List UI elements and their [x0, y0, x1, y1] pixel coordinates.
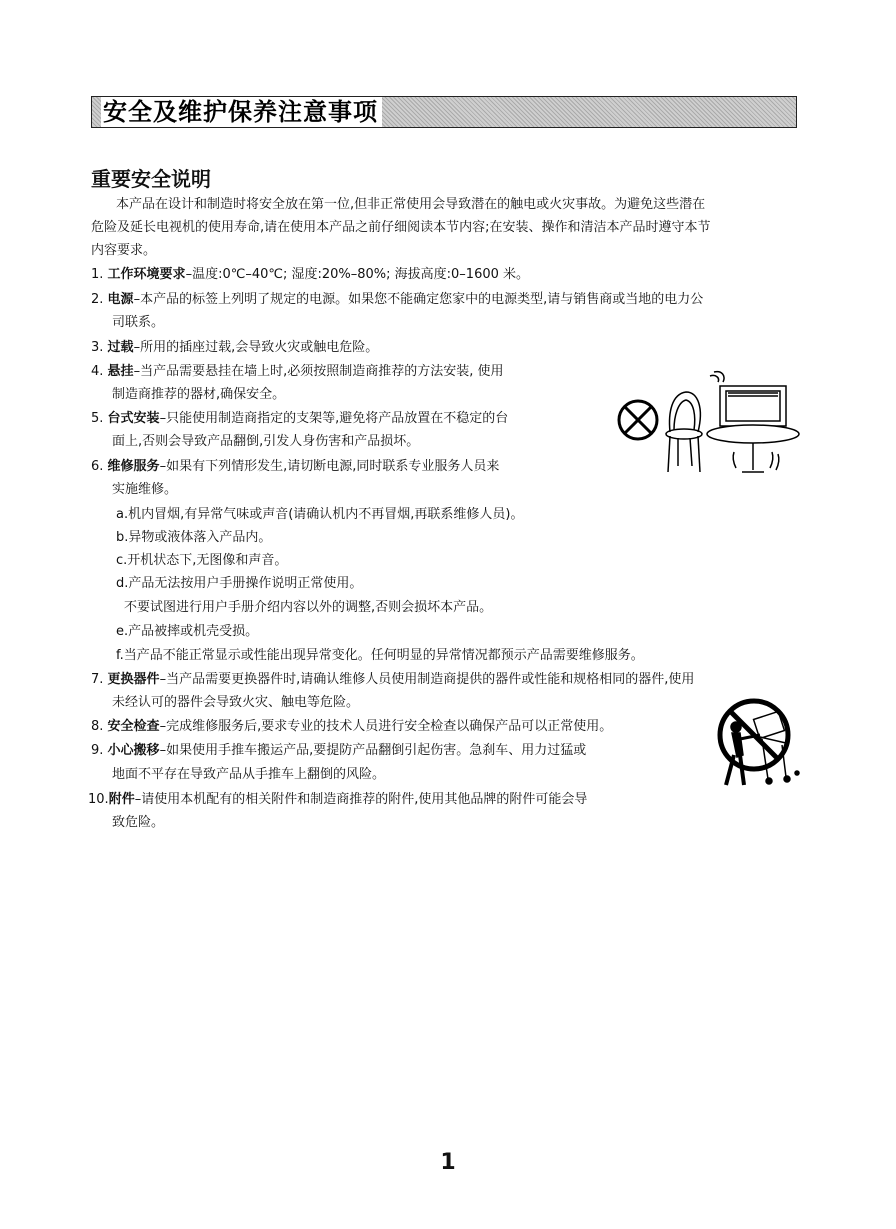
intro-line: 本产品在设计和制造时将安全放在第一位,但非正常使用会导致潜在的触电或火灾事故。为避免这些潜在 — [116, 197, 706, 212]
sub-item: f.当产品不能正常显示或性能出现异常变化。任何明显的异常情况都预示产品需要维修服务。 — [116, 648, 644, 663]
item-text: 致危险。 — [112, 815, 165, 830]
item-text: –本产品的标签上列明了规定的电源。如果您不能确定您家中的电源类型,请与销售商或当地的电力公 — [133, 292, 704, 307]
list-item — [91, 670, 694, 690]
sub-item: 不要试图进行用户手册介绍内容以外的调整,否则会损坏本产品。 — [124, 600, 493, 615]
list-item — [91, 457, 499, 477]
sub-item: a.机内冒烟,有异常气味或声音(请确认机内不再冒烟,再联系维修人员)。 — [116, 507, 524, 522]
item-number: 7. — [91, 672, 104, 687]
item-text: –完成维修服务后,要求专业的技术人员进行安全检查以确保产品可以正常使用。 — [159, 719, 613, 734]
item-term: 电源 — [107, 292, 134, 307]
list-item — [91, 741, 586, 761]
list-item — [91, 290, 703, 310]
item-term: 安全检查 — [107, 719, 160, 734]
item-text: –当产品需要更换器件时,请确认维修人员使用制造商提供的器件或性能和规格相同的器件,使用 — [159, 672, 695, 687]
item-text: 地面不平存在导致产品从手推车上翻倒的风险。 — [112, 767, 386, 782]
title-bar — [91, 96, 797, 128]
item-term: 台式安装 — [107, 411, 160, 426]
item-text: –请使用本机配有的相关附件和制造商推荐的附件,使用其他品牌的附件可能会导 — [134, 792, 588, 807]
list-item — [91, 265, 529, 285]
prohibition-x-icon — [619, 401, 657, 439]
item-number: 10. — [88, 792, 109, 807]
intro-line: 危险及延长电视机的使用寿命,请在使用本产品之前仔细阅读本节内容;在安装、操作和清洁本产品时遵守本节 — [91, 220, 711, 235]
sub-item: c.开机状态下,无图像和声音。 — [116, 553, 288, 568]
item-text: –所用的插座过载,会导致火灾或触电危险。 — [133, 340, 379, 355]
item-term: 工作环境要求 — [107, 267, 186, 282]
page-title: 安全及维护保养注意事项 — [101, 97, 382, 127]
item-number: 2. — [91, 292, 104, 307]
item-text: 实施维修。 — [112, 482, 178, 497]
item-number: 6. — [91, 459, 104, 474]
item-text: 制造商推荐的器材,确保安全。 — [112, 387, 286, 402]
list-item — [91, 717, 612, 737]
item-number: 9. — [91, 743, 104, 758]
item-number: 5. — [91, 411, 104, 426]
tv-on-table-icon — [707, 372, 799, 472]
item-number: 8. — [91, 719, 104, 734]
item-text: –如果有下列情形发生,请切断电源,同时联系专业服务人员来 — [159, 459, 500, 474]
sub-item: b.异物或液体落入产品内。 — [116, 530, 272, 545]
item-term: 过载 — [107, 340, 134, 355]
item-text: –如果使用手推车搬运产品,要提防产品翻倒引起伤害。急刹车、用力过猛或 — [159, 743, 587, 758]
list-item — [91, 409, 508, 429]
section-title: 重要安全说明 — [91, 167, 211, 191]
list-item — [91, 338, 378, 358]
item-number: 1. — [91, 267, 104, 282]
item-text: 面上,否则会导致产品翻倒,引发人身伤害和产品损坏。 — [112, 434, 420, 449]
item-text: –当产品需要悬挂在墙上时,必须按照制造商推荐的方法安装, 使用 — [133, 364, 504, 379]
sub-item: e.产品被摔或机壳受损。 — [116, 624, 259, 639]
chair-icon — [666, 392, 702, 472]
cart-tipover-warning-illustration — [716, 693, 800, 793]
item-term: 更换器件 — [107, 672, 160, 687]
item-text: 未经认可的器件会导致火灾、触电等危险。 — [112, 695, 360, 710]
item-text: 司联系。 — [112, 315, 165, 330]
item-term: 悬挂 — [107, 364, 134, 379]
item-number: 3. — [91, 340, 104, 355]
sub-item: d.产品无法按用户手册操作说明正常使用。 — [116, 576, 363, 591]
item-number: 4. — [91, 364, 104, 379]
page-number: 1 — [440, 1150, 456, 1175]
list-item — [91, 362, 503, 382]
item-text: –只能使用制造商指定的支架等,避免将产品放置在不稳定的台 — [159, 411, 509, 426]
item-term: 附件 — [108, 792, 135, 807]
intro-line: 内容要求。 — [91, 243, 157, 258]
item-term: 小心搬移 — [107, 743, 160, 758]
item-text: –温度:0℃–40℃; 湿度:20%–80%; 海拔高度:0–1600 米。 — [185, 267, 530, 282]
list-item — [88, 790, 587, 810]
item-term: 维修服务 — [107, 459, 160, 474]
unstable-placement-warning-illustration — [612, 372, 802, 482]
